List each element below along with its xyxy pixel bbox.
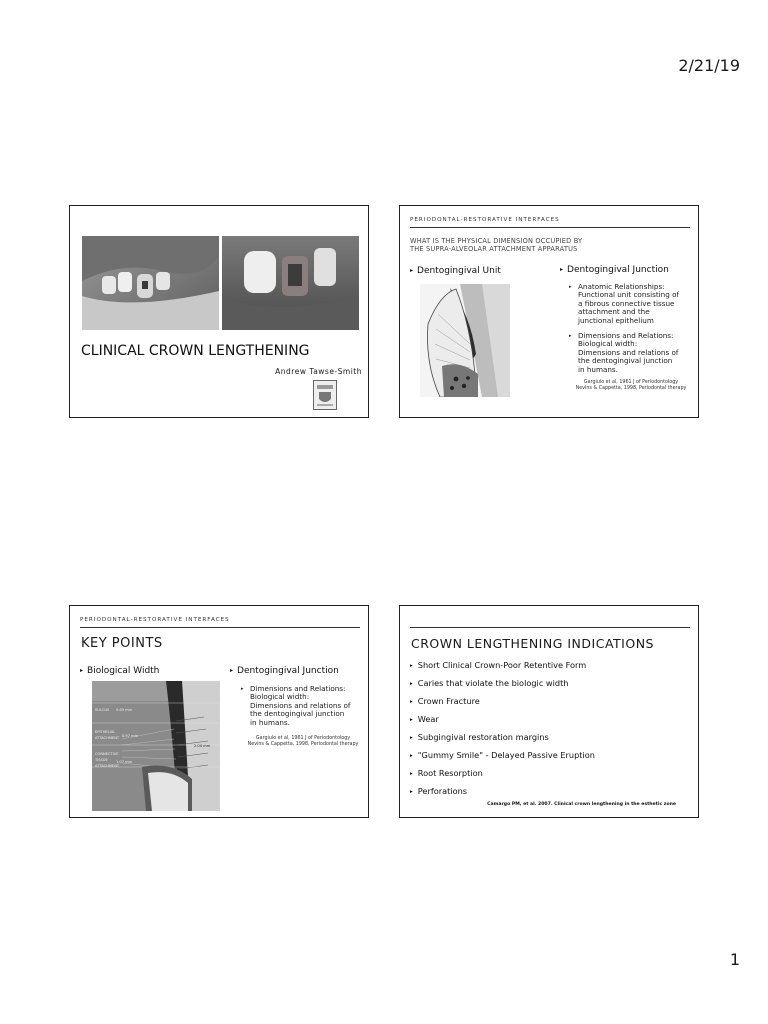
sub-bullet-line: in humans. (250, 717, 290, 727)
total-width-value: 2.04 mm (194, 744, 211, 748)
sub-bullet-line: in humans. (578, 364, 618, 374)
sulcus-value: 0.69 mm (116, 708, 133, 712)
sub-bullet-line: ▸ Dimensions and Relations: (578, 331, 674, 340)
slide-kicker: PERIODONTAL-RESTORATIVE INTERFACES (410, 217, 560, 223)
bullet-dentogingival-junction: ▸ Dentogingival Junction (230, 666, 339, 676)
slide-title: CROWN LENGTHENING INDICATIONS (411, 636, 654, 651)
sub-bullet-line: Dimensions and relations of (250, 700, 351, 710)
subheading-line: WHAT IS THE PHYSICAL DIMENSION OCCUPIED BY (410, 237, 583, 245)
author-name: Andrew Tawse-Smith (275, 367, 362, 376)
epithelial-value: 0.97 mm (122, 734, 139, 738)
page-number: 1 (729, 950, 740, 969)
indication-item: ▸ Crown Fracture (410, 696, 480, 706)
indication-item: ▸ "Gummy Smile" - Delayed Passive Eruption (410, 750, 595, 760)
biological-width-diagram (92, 681, 220, 811)
bullet-dentogingival-junction: ▸ Dentogingival Junction (560, 265, 669, 275)
slide-2 (399, 205, 699, 418)
indication-item: ▸ Subgingival restoration margins (410, 732, 549, 742)
indication-item: ▸ Caries that violate the biologic width (410, 678, 569, 688)
slide-title: CLINICAL CROWN LENGTHENING (81, 343, 310, 359)
connective-label: ATTACHMENT (95, 764, 120, 768)
sub-bullet-anatomic (578, 283, 679, 325)
divider (410, 627, 690, 628)
sub-bullet-line: junctional epithelium (578, 315, 654, 325)
page-date: 2/21/19 (678, 56, 740, 75)
sub-bullet-line: the dentogingival junction (578, 356, 673, 366)
sub-bullet-line: the dentogingival junction (250, 709, 345, 719)
sulcus-label: SULCUS (95, 708, 110, 712)
sub-bullet-line: a fibrous connective tissue (578, 298, 675, 308)
sub-bullet-line: ▸ Dimensions and Relations: (250, 684, 346, 693)
indication-item: ▸ Root Resorption (410, 768, 483, 778)
crest-icon (314, 381, 336, 409)
university-logo (313, 380, 337, 410)
sub-bullet-line: ▸ Anatomic Relationships: (578, 282, 665, 291)
slide-1 (69, 205, 369, 418)
slide-subheading (410, 238, 582, 253)
sub-bullet-line: Biological width: (578, 339, 638, 349)
sub-bullet-dimensions (578, 332, 678, 374)
slide-title: KEY POINTS (81, 636, 163, 651)
bullet-dentogingival-unit: ▸ Dentogingival Unit (410, 266, 501, 276)
divider (410, 227, 690, 228)
epithelial-label: ATTACHMENT (95, 736, 120, 740)
citation (244, 736, 362, 748)
clinical-photo-pair (82, 236, 359, 330)
citation-line: Nevins & Cappetta, 1998, Periodontal therapy (575, 385, 687, 391)
sub-bullet-line: Dimensions and relations of (578, 347, 679, 357)
indication-item: ▸ Wear (410, 714, 439, 724)
subheading-line: THE SUPRA-ALVEOLAR ATTACHMENT APPARATUS (410, 244, 578, 253)
citation-line: Gargiulo et al, 1961 J of Periodontology (583, 380, 679, 385)
connective-label: TISSUE (95, 758, 108, 762)
divider (80, 627, 360, 628)
sub-bullet-dimensions (250, 685, 350, 727)
slide-kicker: PERIODONTAL-RESTORATIVE INTERFACES (80, 617, 230, 623)
slide-3 (69, 605, 369, 818)
connective-label: CONNECTIVE (95, 752, 119, 756)
indication-item: ▸ Short Clinical Crown-Poor Retentive Form (410, 660, 586, 670)
connective-value: 1.07 mm (116, 760, 133, 764)
slide-4 (399, 605, 699, 818)
citation: Camargo PM, et al. 2007. Clinical crown lengthening in the esthetic zone (487, 802, 676, 807)
citation (572, 380, 690, 392)
indication-item: ▸ Perforations (410, 786, 467, 796)
citation-line: Nevins & Cappetta, 1998, Periodontal therapy (247, 741, 359, 747)
sub-bullet-line: attachment and the (578, 307, 650, 317)
sub-bullet-line: Biological width: (250, 692, 310, 702)
citation-line: Gargiulo et al, 1961 J of Periodontology (255, 736, 351, 741)
sub-bullet-line: Functional unit consisting of (578, 290, 680, 300)
epithelial-label: EPITHELIAL (95, 730, 116, 734)
bullet-biological-width: ▸ Biological Width (80, 666, 159, 676)
dentogingival-unit-diagram (420, 284, 510, 397)
